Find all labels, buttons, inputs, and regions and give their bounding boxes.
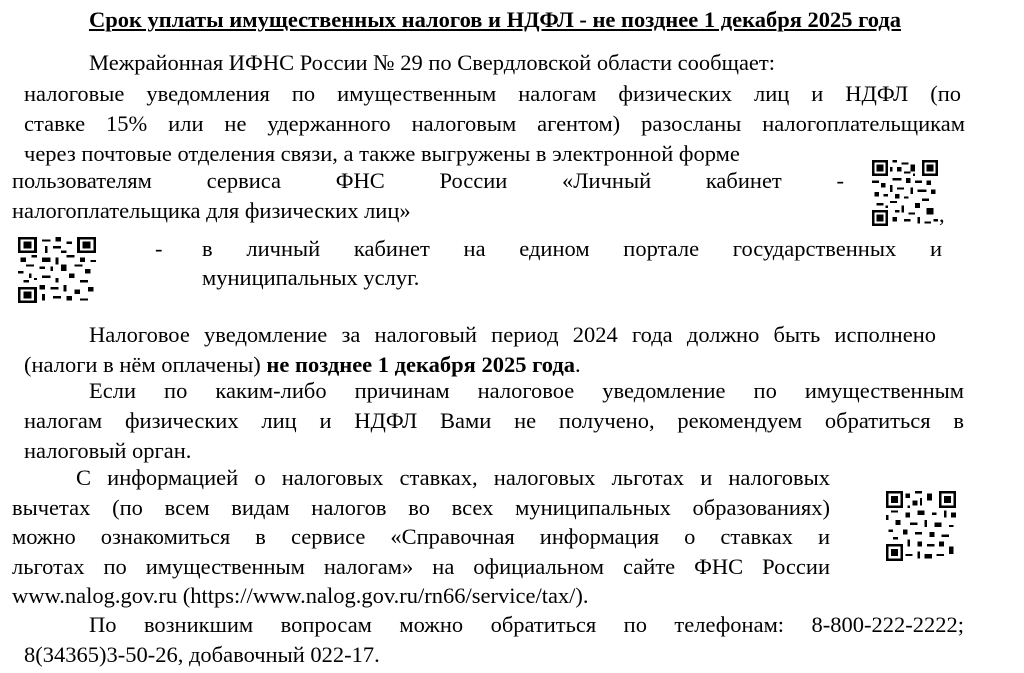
qr-code-icon <box>886 491 956 561</box>
paragraph-line: Налоговое уведомление за налоговый период 2024 года должно быть исполнено <box>89 322 936 347</box>
qr-code-graphic <box>872 160 938 226</box>
paragraph-line: ставке 15% или не удержанного налоговым агентом) разосланы налогоплательщикам <box>24 111 965 136</box>
page-title: Срок уплаты имущественных налогов и НДФЛ - не позднее 1 декабря 2025 года <box>88 7 902 32</box>
bullet-item-line: в личный кабинет на едином портале государственных и <box>202 236 942 261</box>
qr-code-icon <box>18 237 96 303</box>
paragraph-line: www.nalog.gov.ru (https://www.nalog.gov.ru/rn66/service/tax/). <box>12 583 589 608</box>
paragraph-line: налогоплательщика для физических лиц» <box>12 198 411 223</box>
qr-code-graphic <box>886 491 956 561</box>
paragraph-line: через почтовые отделения связи, а также выгружены в электронной форме <box>24 141 740 166</box>
deadline-emphasis: не позднее 1 декабря 2025 года <box>266 352 575 377</box>
paragraph-text: (налоги в нём оплачены) <box>24 352 267 377</box>
bullet-dash: - <box>155 236 163 261</box>
paragraph-line: С информацией о налоговых ставках, налоговых льготах и налоговых <box>76 465 830 490</box>
paragraph-line: По возникшим вопросам можно обратиться по телефонам: 8-800-222-2222; <box>89 612 964 637</box>
paragraph-line: налоговые уведомления по имущественным налогам физических лиц и НДФЛ (по <box>24 81 961 106</box>
qr-code-icon <box>872 160 938 226</box>
paragraph-line: 8(34365)3-50-26, добавочный 022-17. <box>24 642 380 667</box>
punctuation: . <box>574 352 581 377</box>
paragraph-line: можно ознакомиться в сервисе «Справочная информация о ставках и <box>12 524 830 549</box>
paragraph-line: пользователям сервиса ФНС России «Личный кабинет - <box>12 168 844 193</box>
punctuation: , <box>939 202 945 227</box>
paragraph-line: вычетах (по всем видам налогов во всех муниципальных образованиях) <box>12 495 830 520</box>
qr-code-graphic <box>18 237 96 303</box>
bullet-item-line: муниципальных услуг. <box>202 265 420 290</box>
paragraph-line: льготах по имущественным налогам» на официальном сайте ФНС России <box>12 554 830 579</box>
paragraph-line: Межрайонная ИФНС России № 29 по Свердловской области сообщает: <box>89 50 775 75</box>
paragraph-line <box>24 354 581 377</box>
paragraph-line: налогам физических лиц и НДФЛ Вами не получено, рекомендуем обратиться в <box>24 408 964 433</box>
paragraph-line: налоговый орган. <box>24 438 192 463</box>
paragraph-line: Если по каким-либо причинам налоговое уведомление по имущественным <box>89 378 964 403</box>
